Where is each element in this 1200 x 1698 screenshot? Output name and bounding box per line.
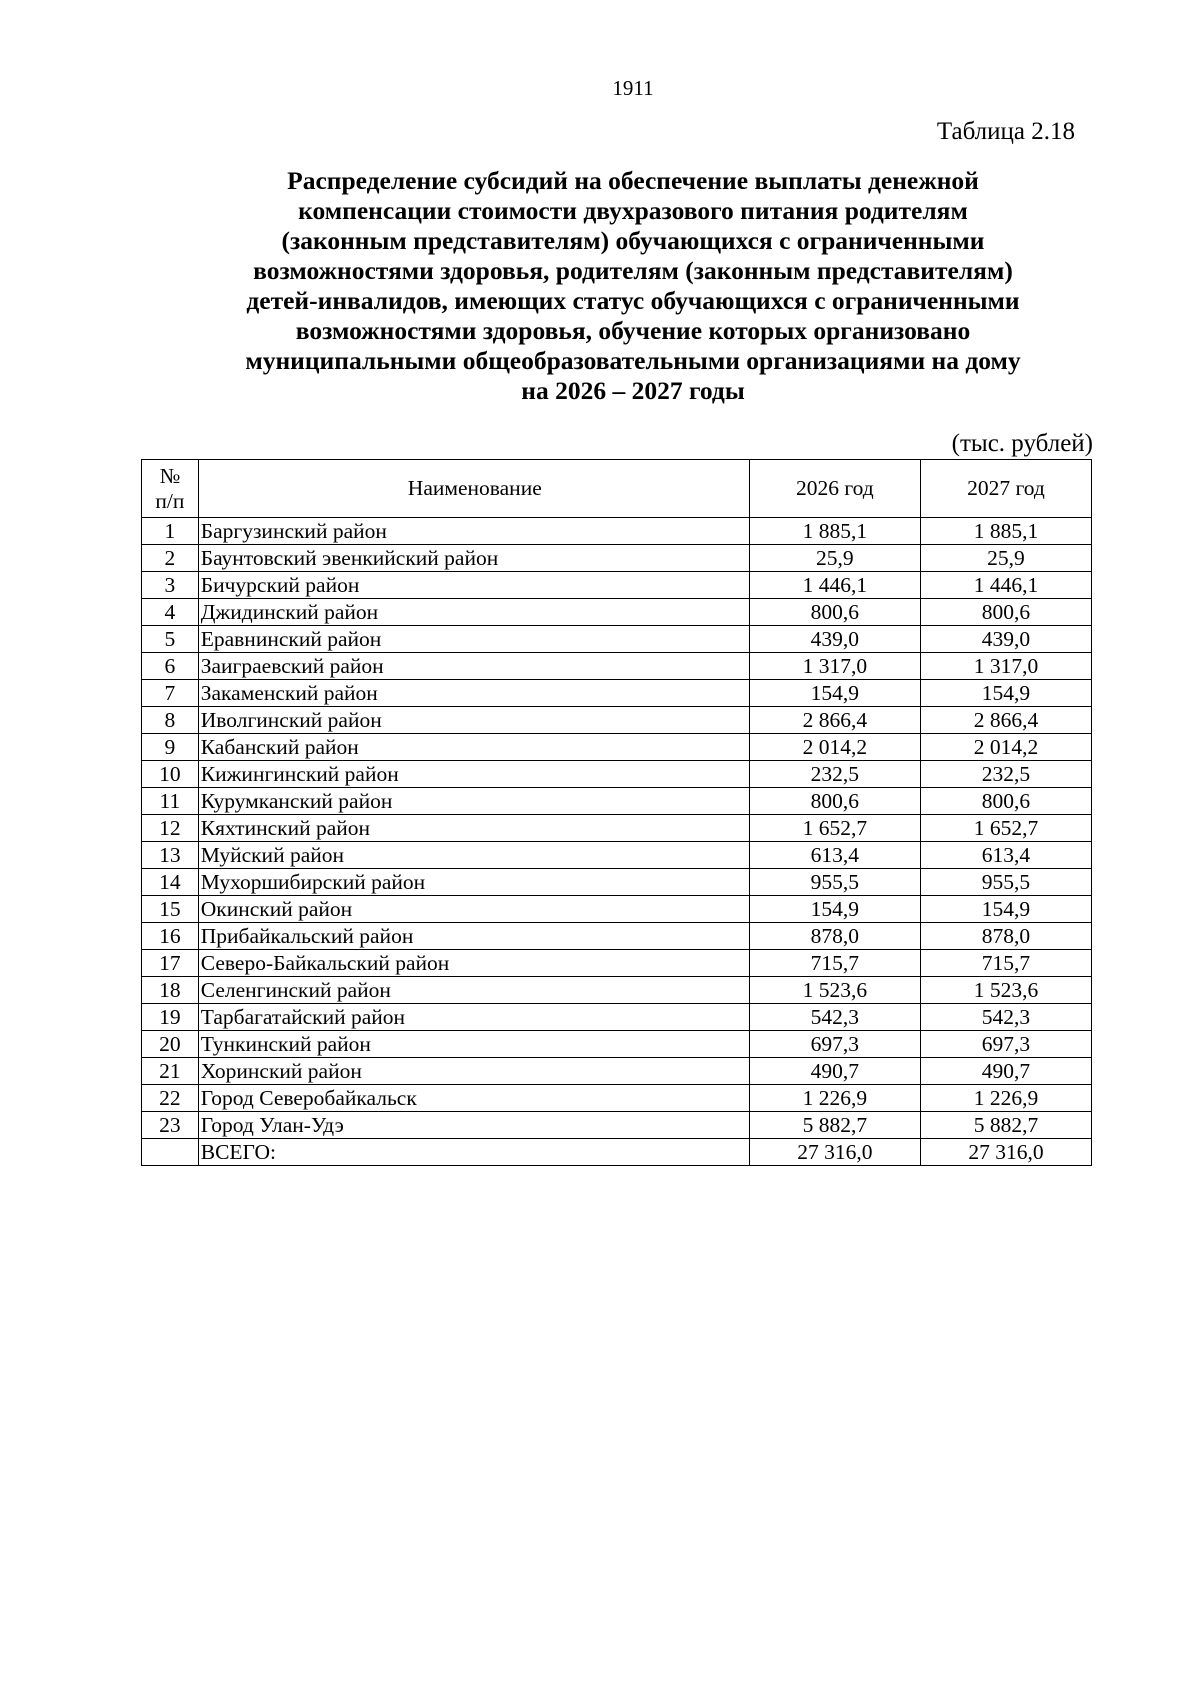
title-line: возможностями здоровья, родителям (законным представителям) [253, 256, 1013, 285]
row-value-2027: 1 446,1 [920, 572, 1091, 599]
table-row [142, 680, 1092, 707]
row-name: Кяхтинский район [198, 815, 749, 842]
table-row [142, 842, 1092, 869]
row-number: 9 [142, 734, 199, 761]
row-value-2026: 5 882,7 [749, 1112, 920, 1139]
row-value-2026: 27 316,0 [749, 1139, 920, 1166]
row-number: 22 [142, 1085, 199, 1112]
title-line: детей-инвалидов, имеющих статус обучающихся с ограниченными [246, 286, 1020, 315]
row-name: Мухоршибирский район [198, 869, 749, 896]
table-row [142, 1004, 1092, 1031]
table-row [142, 896, 1092, 923]
row-value-2027: 800,6 [920, 788, 1091, 815]
subsidy-table [141, 459, 1092, 1166]
row-number: 20 [142, 1031, 199, 1058]
row-value-2027: 715,7 [920, 950, 1091, 977]
document-title [150, 166, 1116, 406]
row-value-2026: 1 523,6 [749, 977, 920, 1004]
row-name: Еравнинский район [198, 626, 749, 653]
row-number: 12 [142, 815, 199, 842]
row-value-2027: 542,3 [920, 1004, 1091, 1031]
row-name: Тункинский район [198, 1031, 749, 1058]
row-number: 21 [142, 1058, 199, 1085]
row-value-2026: 232,5 [749, 761, 920, 788]
row-name: Баунтовский эвенкийский район [198, 545, 749, 572]
row-value-2027: 154,9 [920, 896, 1091, 923]
table-body [142, 518, 1092, 1166]
table-row [142, 545, 1092, 572]
row-name: Тарбагатайский район [198, 1004, 749, 1031]
table-row [142, 1085, 1092, 1112]
row-number: 14 [142, 869, 199, 896]
row-value-2026: 1 652,7 [749, 815, 920, 842]
row-name: Северо-Байкальский район [198, 950, 749, 977]
table-row [142, 599, 1092, 626]
row-value-2027: 878,0 [920, 923, 1091, 950]
table-row [142, 977, 1092, 1004]
table-row [142, 950, 1092, 977]
row-value-2027: 2 014,2 [920, 734, 1091, 761]
row-number: 23 [142, 1112, 199, 1139]
header-name: Наименование [198, 460, 749, 518]
row-number: 7 [142, 680, 199, 707]
row-value-2026: 25,9 [749, 545, 920, 572]
title-line: (законным представителям) обучающихся с ограниченными [281, 226, 985, 255]
header-2027: 2027 год [920, 460, 1091, 518]
row-number [142, 1139, 199, 1166]
row-name: Заиграевский район [198, 653, 749, 680]
row-name: Кижингинский район [198, 761, 749, 788]
row-value-2027: 1 652,7 [920, 815, 1091, 842]
row-value-2027: 5 882,7 [920, 1112, 1091, 1139]
row-name: Город Улан-Удэ [198, 1112, 749, 1139]
row-number: 17 [142, 950, 199, 977]
row-number: 8 [142, 707, 199, 734]
row-value-2026: 154,9 [749, 896, 920, 923]
row-number: 4 [142, 599, 199, 626]
row-value-2027: 232,5 [920, 761, 1091, 788]
row-name: Кабанский район [198, 734, 749, 761]
title-line: муниципальными общеобразовательными организациями на дому [245, 346, 1021, 375]
row-name: Бичурский район [198, 572, 749, 599]
row-number: 18 [142, 977, 199, 1004]
row-number: 19 [142, 1004, 199, 1031]
units-label: (тыс. рублей) [951, 430, 1093, 457]
table-row [142, 518, 1092, 545]
row-name: Джидинский район [198, 599, 749, 626]
row-name: Баргузинский район [198, 518, 749, 545]
row-value-2026: 1 317,0 [749, 653, 920, 680]
row-number: 6 [142, 653, 199, 680]
row-value-2026: 715,7 [749, 950, 920, 977]
table-row [142, 1112, 1092, 1139]
row-value-2027: 955,5 [920, 869, 1091, 896]
row-value-2026: 1 226,9 [749, 1085, 920, 1112]
title-line: Распределение субсидий на обеспечение выплаты денежной [287, 166, 979, 195]
row-number: 1 [142, 518, 199, 545]
table-row [142, 815, 1092, 842]
row-value-2026: 878,0 [749, 923, 920, 950]
table-row [142, 1139, 1092, 1166]
row-number: 13 [142, 842, 199, 869]
row-name: Муйский район [198, 842, 749, 869]
row-value-2027: 2 866,4 [920, 707, 1091, 734]
row-value-2026: 613,4 [749, 842, 920, 869]
row-number: 3 [142, 572, 199, 599]
row-number: 10 [142, 761, 199, 788]
title-line: возможностями здоровья, обучение которых организовано [295, 316, 971, 345]
row-value-2026: 800,6 [749, 599, 920, 626]
row-value-2027: 613,4 [920, 842, 1091, 869]
row-name: Город Северобайкальск [198, 1085, 749, 1112]
table-row [142, 761, 1092, 788]
row-value-2027: 1 226,9 [920, 1085, 1091, 1112]
table-header-row [142, 460, 1092, 518]
header-num: № п/п [142, 460, 199, 518]
row-name: Хоринский район [198, 1058, 749, 1085]
row-name: ВСЕГО: [198, 1139, 749, 1166]
title-line: на 2026 – 2027 годы [521, 376, 745, 405]
row-value-2026: 439,0 [749, 626, 920, 653]
row-value-2027: 1 885,1 [920, 518, 1091, 545]
row-value-2026: 2 014,2 [749, 734, 920, 761]
row-name: Окинский район [198, 896, 749, 923]
table-row [142, 1058, 1092, 1085]
table-row [142, 626, 1092, 653]
row-name: Курумканский район [198, 788, 749, 815]
row-value-2027: 490,7 [920, 1058, 1091, 1085]
row-value-2026: 697,3 [749, 1031, 920, 1058]
title-line: компенсации стоимости двухразового питания родителям [298, 196, 968, 225]
table-row [142, 788, 1092, 815]
table-row [142, 869, 1092, 896]
row-name: Селенгинский район [198, 977, 749, 1004]
row-value-2026: 955,5 [749, 869, 920, 896]
header-2026: 2026 год [749, 460, 920, 518]
row-value-2026: 490,7 [749, 1058, 920, 1085]
table-row [142, 923, 1092, 950]
row-value-2027: 800,6 [920, 599, 1091, 626]
row-name: Прибайкальский район [198, 923, 749, 950]
row-value-2026: 2 866,4 [749, 707, 920, 734]
row-name: Закаменский район [198, 680, 749, 707]
row-value-2026: 1 885,1 [749, 518, 920, 545]
row-value-2027: 439,0 [920, 626, 1091, 653]
row-number: 15 [142, 896, 199, 923]
row-value-2027: 154,9 [920, 680, 1091, 707]
row-value-2027: 1 317,0 [920, 653, 1091, 680]
row-value-2027: 697,3 [920, 1031, 1091, 1058]
table-number: Таблица 2.18 [936, 118, 1075, 145]
row-value-2026: 800,6 [749, 788, 920, 815]
table-row [142, 734, 1092, 761]
row-value-2026: 154,9 [749, 680, 920, 707]
row-number: 5 [142, 626, 199, 653]
row-name: Иволгинский район [198, 707, 749, 734]
row-value-2027: 27 316,0 [920, 1139, 1091, 1166]
table-row [142, 707, 1092, 734]
page-number: 1911 [612, 76, 654, 100]
row-number: 2 [142, 545, 199, 572]
table-row [142, 1031, 1092, 1058]
row-value-2026: 542,3 [749, 1004, 920, 1031]
table-row [142, 572, 1092, 599]
row-value-2027: 1 523,6 [920, 977, 1091, 1004]
row-value-2027: 25,9 [920, 545, 1091, 572]
row-value-2026: 1 446,1 [749, 572, 920, 599]
row-number: 16 [142, 923, 199, 950]
row-number: 11 [142, 788, 199, 815]
table-row [142, 653, 1092, 680]
